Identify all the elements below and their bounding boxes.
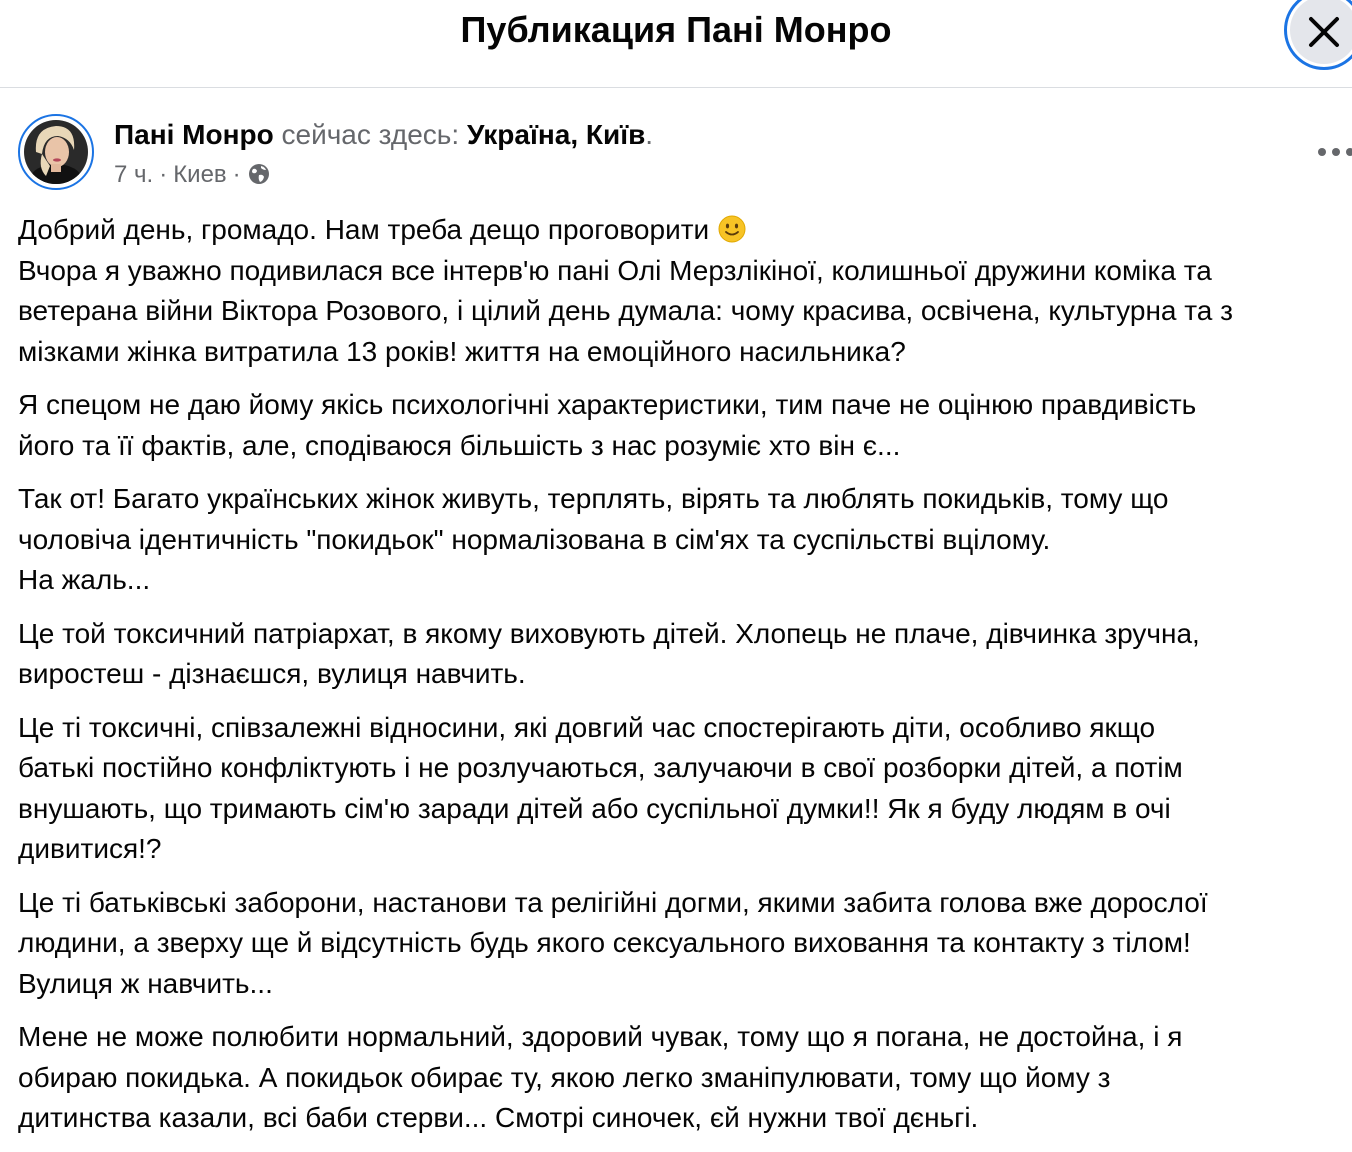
post-text-line: Добрий день, громадо. Нам треба дещо проговорити bbox=[18, 210, 1352, 251]
post-paragraph bbox=[18, 883, 1352, 1005]
post-location-link[interactable]: Киев bbox=[173, 161, 227, 188]
post-header bbox=[18, 114, 1348, 194]
more-options-button[interactable] bbox=[1314, 138, 1352, 166]
post-paragraph bbox=[18, 210, 1352, 372]
post-text bbox=[18, 210, 1352, 1152]
post-text-line: дитинства казали, всі баби стерви... Смотрі синочек, єй нужни твої дєньгі. bbox=[18, 1102, 979, 1133]
meta-separator: · bbox=[232, 161, 241, 188]
meta-separator: · bbox=[159, 161, 168, 188]
close-icon bbox=[1307, 15, 1341, 49]
post-text-line: Вчора я уважно подивилася все інтерв'ю пані Олі Мерзлікіної, колишньої дружини коміка та bbox=[18, 254, 1212, 286]
post-text-line: виростеш - дізнаєшся, вулиця навчить. bbox=[18, 658, 526, 689]
post-text-line: Це ті батьківські заборони, настанови та релігійні догми, якими забита голова вже дорослої bbox=[18, 886, 1208, 918]
post-paragraph bbox=[18, 385, 1352, 466]
post-text-line: Так от! Багато українських жінок живуть, терплять, вірять та люблять покидьків, тому що bbox=[18, 483, 1169, 514]
dialog-header bbox=[0, 0, 1352, 88]
author-name-link[interactable]: Пані Монро bbox=[114, 119, 274, 150]
post-text-line: батькі постійно конфліктують і не розлучаються, залучаючи в свої розборки дітей, а потім bbox=[18, 752, 1183, 783]
post-text-line: Це ті токсичні, співзалежні відносини, які довгий час спостерігають діти, особливо якщо bbox=[18, 711, 1156, 743]
post-text-line: На жаль... bbox=[18, 564, 151, 595]
post-text-line: внушають, що тримають сім'ю заради дітей або суспільної думки!! Як я буду людям в очі bbox=[18, 792, 1171, 824]
checkin-prefix: сейчас здесь: bbox=[281, 119, 460, 150]
post-text-line: дивитися!? bbox=[18, 833, 162, 864]
post-text-line: обираю покидька. А покидьок обирає ту, якою легко зманіпулювати, тому що йому з bbox=[18, 1061, 1111, 1093]
post-paragraph bbox=[18, 479, 1352, 601]
post-paragraph bbox=[18, 1017, 1352, 1139]
checkin-place-link[interactable]: Україна, Київ bbox=[466, 119, 646, 150]
post-text-line: Мене не може полюбити нормальний, здоровий чувак, тому що я погана, не достойна, і я bbox=[18, 1021, 1183, 1052]
post-text-line: його та її фактів, але, сподіваюся більшість з нас розуміє хто він є... bbox=[18, 429, 901, 461]
checkin-suffix: . bbox=[645, 119, 654, 150]
more-options-icon bbox=[1314, 138, 1352, 166]
slightly-smiling-face-icon bbox=[717, 214, 747, 244]
post-text-line: мізками жінка витратила 13 років! життя на емоційного насильника? bbox=[18, 335, 906, 367]
post-paragraph bbox=[18, 708, 1352, 870]
post-text-line: ветерана війни Віктора Розового, і цілий день думала: чому красива, освічена, культурна та з bbox=[18, 295, 1233, 326]
post-text-line: Вулиця ж навчить... bbox=[18, 967, 273, 999]
close-button[interactable] bbox=[1284, 0, 1352, 70]
post-meta bbox=[114, 160, 271, 190]
avatar[interactable] bbox=[18, 114, 94, 190]
post-text-line: чоловіча ідентичність "покидьок" нормалізована в сім'ях та суспільстві вцілому. bbox=[18, 523, 1051, 555]
globe-icon[interactable] bbox=[247, 162, 271, 186]
post-time-link[interactable]: 7 ч. bbox=[114, 161, 154, 188]
post-text-line: Це той токсичний патріархат, в якому виховують дітей. Хлопець не плаче, дівчинка зручна, bbox=[18, 617, 1200, 649]
post-text-line: людини, а зверху ще й відсутність будь якого сексуального виховання та контакту з тілом! bbox=[18, 927, 1191, 958]
dialog-title: Публикация Пані Монро bbox=[460, 9, 892, 50]
post-paragraph bbox=[18, 614, 1352, 695]
author-line bbox=[114, 118, 653, 152]
post-text-line: Я спецом не даю йому якісь психологічні характеристики, тим паче не оцінюю правдивість bbox=[18, 389, 1197, 420]
